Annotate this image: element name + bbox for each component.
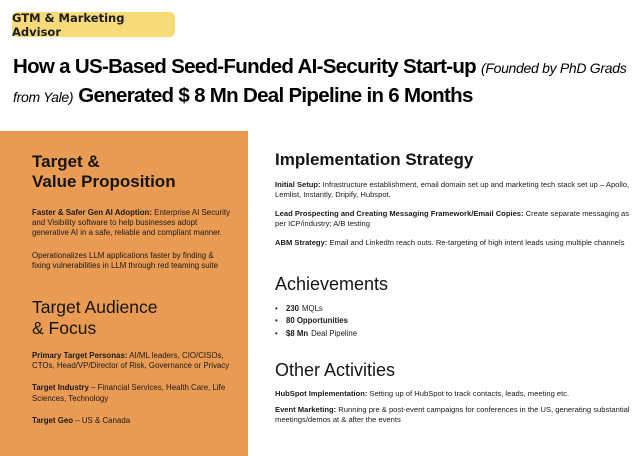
headline-note: (Founded by PhD Grads from Yale) <box>13 60 627 105</box>
headline-part2: Generated $ 8 Mn Deal Pipeline in 6 Months <box>78 84 473 107</box>
target-audience-heading <box>32 297 222 339</box>
achievement-value: 230 <box>286 304 300 314</box>
achievement-text: MQLs <box>302 304 323 314</box>
geo-label: Target Geo <box>32 415 74 425</box>
target-geo <box>32 416 234 426</box>
target-personas <box>32 351 234 371</box>
initial-setup-label: Initial Setup: <box>275 180 321 189</box>
bullet: • <box>275 316 278 326</box>
achievement-text: Deal Pipeline <box>311 328 358 338</box>
page-title <box>13 53 635 111</box>
llm-ops-paragraph: Operationalizes LLM applications faster by finding & fixing vulnerabilities in LLM through red teaming suite <box>32 250 218 270</box>
headline-part1: How a US-Based Seed-Funded AI-Security Start-up <box>13 55 476 78</box>
list-item <box>275 315 630 327</box>
personas-label: Primary Target Personas: <box>32 351 128 361</box>
lead-prospecting-text: Create separate messaging as per ICP/industry; A/B testing <box>275 208 630 229</box>
implementation-item <box>275 209 630 230</box>
implementation-item <box>275 180 630 201</box>
list-item <box>275 303 630 315</box>
achievement-value: 80 Opportunities <box>286 316 348 326</box>
abm-strategy-text: Email and LinkedIn reach outs. Re-targeting of high intent leads using multiple channels <box>327 237 625 247</box>
lead-prospecting-label: Lead Prospecting and Creating Messaging Framework/Email Copies: <box>275 208 524 218</box>
value-prop-paragraph <box>32 208 234 239</box>
target-value-heading-line1: Target & <box>32 152 100 171</box>
target-value-heading-line2: Value Proposition <box>32 171 176 191</box>
target-value-heading <box>32 152 222 191</box>
target-industry <box>32 383 234 403</box>
event-marketing-text: Running pre & post-event campaigns for conferences in the US, generating substantial meetings/demos at & after the events <box>275 404 630 425</box>
value-prop-text: Enterprise AI Security and Visibility software to help businesses adopt generative AI in a safe, reliable and compliant manner. <box>32 208 231 238</box>
list-item <box>275 328 630 340</box>
bullet: • <box>275 328 278 338</box>
hubspot-label: HubSpot Implementation: <box>275 389 368 399</box>
other-activity-item <box>275 405 630 426</box>
target-audience-heading-line2: & Focus <box>32 318 97 339</box>
right-column <box>275 150 630 425</box>
hubspot-text: Setting up of HubSpot to track contacts, leads, meeting etc. <box>367 389 570 399</box>
industry-label: Target Industry <box>32 383 89 393</box>
achievements-heading: Achievements <box>275 274 389 295</box>
target-audience-heading-line1: Target Audience <box>32 297 158 318</box>
industry-text: – Financial Services, Health Care, Life Sciences, Technology <box>32 383 226 403</box>
bullet: • <box>275 304 278 314</box>
achievements-list <box>275 303 630 340</box>
other-activities-heading: Other Activities <box>275 360 396 381</box>
other-activity-item <box>275 389 630 399</box>
event-marketing-label: Event Marketing: <box>275 404 337 414</box>
personas-text: AI/ML leaders, CIO/CISOs, CTOs, Head/VP/Director of Risk, Governance or Privacy <box>32 351 230 371</box>
implementation-item <box>275 238 630 248</box>
geo-text: – US & Canada <box>73 415 131 425</box>
implementation-heading: Implementation Strategy <box>275 150 474 169</box>
value-prop-label: Faster & Safer Gen AI Adoption: <box>32 208 152 217</box>
advisor-badge: GTM & Marketing Advisor <box>12 12 175 37</box>
abm-strategy-label: ABM Strategy: <box>275 237 328 247</box>
left-panel <box>0 131 248 456</box>
initial-setup-text: Infrastructure establishment, email domain set up and marketing tech stack set up – Apollo, Lemlist, Instantly, Dripify, Hubspot. <box>275 180 630 200</box>
achievement-value: $8 Mn <box>286 328 309 338</box>
